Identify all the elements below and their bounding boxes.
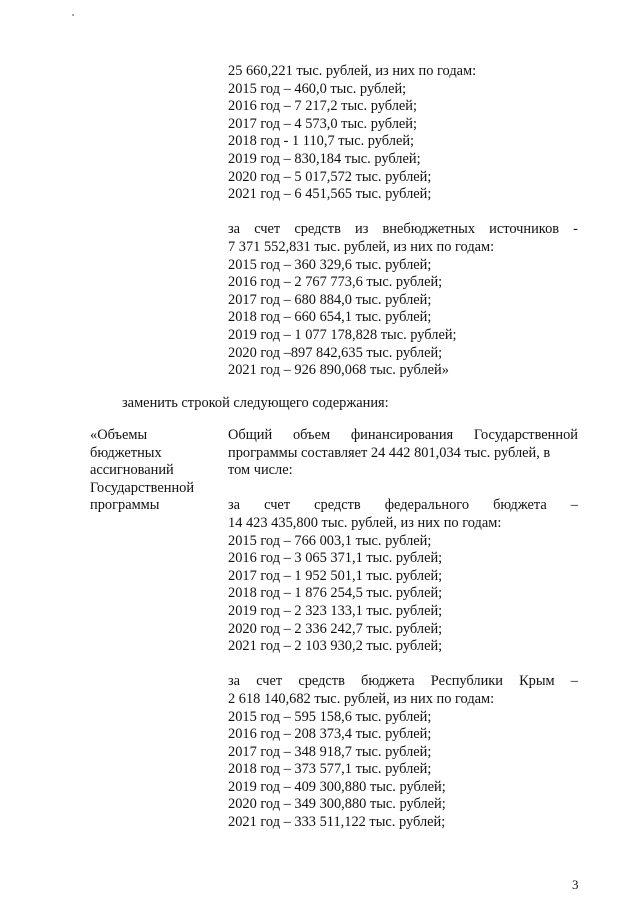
heading-word: –: [570, 673, 578, 690]
heading-word: за: [228, 221, 241, 238]
text-line: 2018 год - 1 110,7 тыс. рублей;: [228, 133, 415, 150]
heading-word: счет: [254, 221, 281, 238]
heading-word: счет: [264, 497, 291, 514]
text-line: 2019 год – 409 300,880 тыс. рублей;: [228, 778, 446, 795]
scan-speck: [72, 14, 74, 16]
table-label-line: «Объемы: [90, 427, 148, 443]
text-line: 2021 год – 2 103 930,2 тыс. рублей;: [228, 638, 443, 655]
text-line: 2015 год – 766 003,1 тыс. рублей;: [228, 532, 432, 549]
text-line: 2017 год – 348 918,7 тыс. рублей;: [228, 743, 432, 760]
heading-word: федерального: [384, 497, 470, 514]
text-line: 2019 год – 830,184 тыс. рублей;: [228, 150, 421, 167]
heading-word: бюджета: [493, 497, 547, 514]
heading-word: Государственной: [473, 427, 578, 443]
heading-word: Общий: [228, 427, 273, 443]
heading-word: бюджета: [361, 673, 415, 690]
crimea-budget-heading: [228, 673, 578, 691]
text-line: 7 371 552,831 тыс. рублей, из них по годам:: [228, 238, 495, 255]
text-line: 25 660,221 тыс. рублей, из них по годам:: [228, 63, 477, 79]
heading-word: –: [570, 497, 578, 514]
table-label-line: программы: [90, 497, 160, 514]
total-funding-heading: [228, 427, 578, 445]
text-line: 2017 год – 4 573,0 тыс. рублей;: [228, 115, 417, 132]
heading-word: средств: [294, 221, 341, 238]
federal-budget-heading: [228, 497, 578, 515]
table-label-line: Государственной: [90, 479, 195, 496]
heading-word: за: [228, 497, 241, 514]
text-line: 2018 год – 373 577,1 тыс. рублей;: [228, 761, 432, 778]
text-line: 2015 год – 460,0 тыс. рублей;: [228, 80, 407, 97]
heading-word: средств: [314, 497, 361, 514]
text-line: 2020 год – 349 300,880 тыс. рублей;: [228, 796, 446, 813]
heading-word: Крым: [519, 673, 555, 690]
page-number: 3: [572, 877, 579, 892]
extrabudget-heading: [228, 221, 578, 239]
text-line: 2018 год – 660 654,1 тыс. рублей;: [228, 309, 432, 326]
text-line: 2015 год – 360 329,6 тыс. рублей;: [228, 256, 432, 273]
text-line: 2015 год – 595 158,6 тыс. рублей;: [228, 708, 432, 725]
text-line: 2021 год – 926 890,068 тыс. рублей»: [228, 362, 449, 379]
heading-word: за: [228, 673, 241, 690]
text-line: 2020 год – 2 336 242,7 тыс. рублей;: [228, 620, 443, 637]
text-line: программы составляет 24 442 801,034 тыс. рублей, в: [228, 444, 551, 461]
text-line: том числе:: [228, 462, 293, 479]
heading-word: -: [573, 221, 578, 238]
text-line: 2020 год –897 842,635 тыс. рублей;: [228, 344, 443, 361]
text-line: 2016 год – 2 767 773,6 тыс. рублей;: [228, 274, 443, 291]
text-line: 2018 год – 1 876 254,5 тыс. рублей;: [228, 585, 443, 602]
heading-word: Республики: [430, 673, 503, 690]
text-line: 2021 год – 6 451,565 тыс. рублей;: [228, 186, 432, 203]
table-label-line: бюджетных: [90, 444, 162, 461]
text-line: 2021 год – 333 511,122 тыс. рублей;: [228, 814, 446, 831]
text-line: 14 423 435,800 тыс. рублей, из них по годам:: [228, 514, 502, 531]
replace-instruction: заменить строкой следующего содержания:: [122, 395, 389, 411]
table-right-column: [228, 427, 578, 832]
heading-word: финансирования: [350, 427, 454, 443]
text-line: 2020 год – 5 017,572 тыс. рублей;: [228, 168, 432, 185]
text-line: 2017 год – 1 952 501,1 тыс. рублей;: [228, 567, 443, 584]
text-line: 2016 год – 208 373,4 тыс. рублей;: [228, 726, 432, 743]
text-line: 2019 год – 1 077 178,828 тыс. рублей;: [228, 326, 457, 343]
heading-word: объем: [292, 427, 331, 443]
heading-word: счет: [256, 673, 283, 690]
text-line: 2017 год – 680 884,0 тыс. рублей;: [228, 291, 432, 308]
text-line: 2 618 140,682 тыс. рублей, из них по годам:: [228, 690, 495, 707]
text-line: 2016 год – 7 217,2 тыс. рублей;: [228, 98, 417, 115]
text-line: 2016 год – 3 065 371,1 тыс. рублей;: [228, 550, 443, 567]
table-left-column: [90, 427, 220, 515]
heading-word: источников: [489, 221, 560, 238]
heading-word: из: [355, 221, 369, 238]
text-line: 2019 год – 2 323 133,1 тыс. рублей;: [228, 602, 443, 619]
table-label-line: ассигнований: [90, 462, 174, 479]
regional-budget-continuation: [228, 63, 578, 380]
heading-word: средств: [298, 673, 345, 690]
heading-word: внебюджетных: [382, 221, 476, 238]
